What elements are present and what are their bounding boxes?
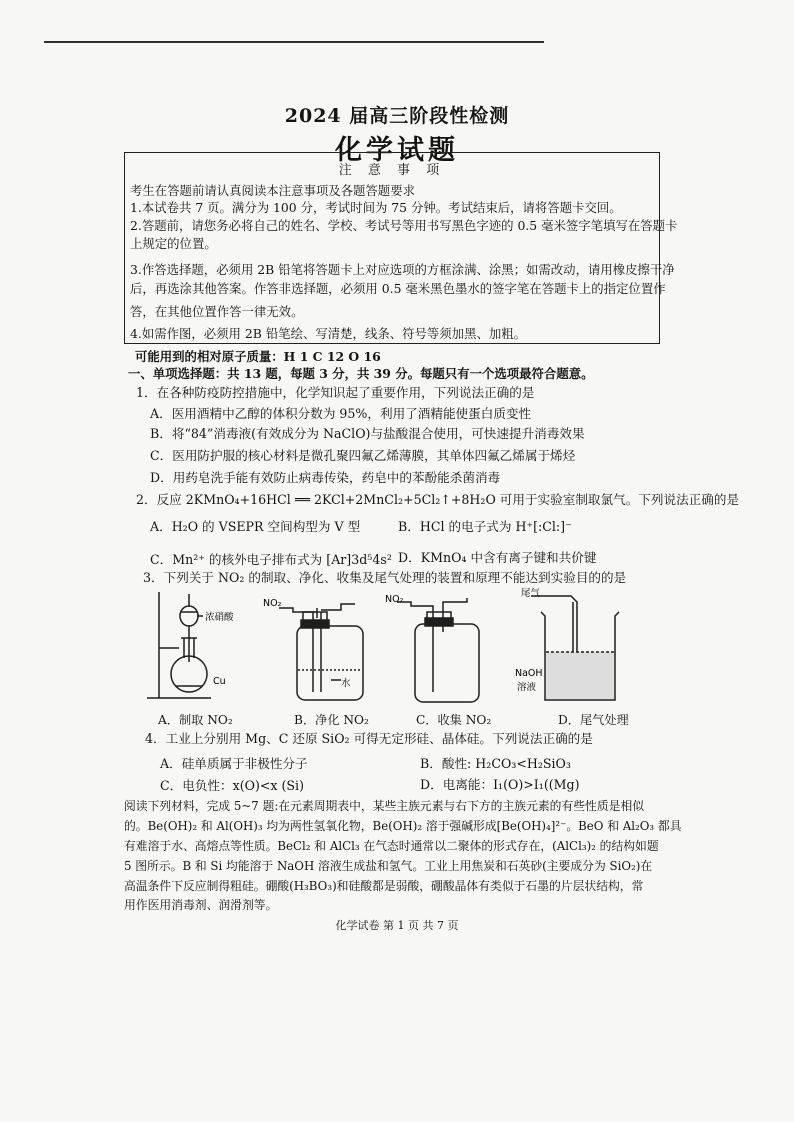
apparatus-d xyxy=(531,596,619,700)
q2-option-c: C．Mn²⁺ 的核外电子排布式为 [Ar]3d⁵4s² xyxy=(150,552,392,567)
notice-title: 注 意 事 项 xyxy=(338,163,446,178)
q1-option-c: C．医用防护服的核心材料是微孔聚四氟乙烯薄膜，其单体四氟乙烯属于烯烃 xyxy=(150,448,576,463)
page-footer: 化学试卷 第 1 页 共 7 页 xyxy=(335,919,459,932)
q4-option-a: A．硅单质属于非极性分子 xyxy=(160,756,308,771)
notice-item: 后，再选涂其他答案。作答非选择题，必须用 0.5 毫米黑色墨水的签字笔在答题卡上的指定位置作 xyxy=(130,281,666,296)
label-no2-b: NO₂ xyxy=(263,598,282,609)
section-heading: 一、单项选择题：共 13 题，每题 3 分，共 39 分。每题只有一个选项最符合题意。 xyxy=(128,366,594,381)
caption-d: D．尾气处理 xyxy=(558,713,629,727)
q4-option-c: C．电负性：x(O)<x (Si) xyxy=(160,778,304,793)
notice-item: 2.答题前，请您务必将自己的姓名、学校、考试号等用书写黑色字迹的 0.5 毫米签字笔填写在答题卡 xyxy=(130,218,678,233)
label-water: 水 xyxy=(341,678,351,689)
q1-option-b: B．将“84”消毒液(有效成分为 NaClO)与盐酸混合使用，可快速提升消毒效果 xyxy=(150,426,585,441)
q1-option-a: A．医用酒精中乙醇的体积分数为 95%，利用了酒精能使蛋白质变性 xyxy=(150,406,532,421)
q4-option-b: B．酸性: H₂CO₃<H₂SiO₃ xyxy=(420,756,571,771)
apparatus-figure xyxy=(145,588,665,706)
label-conc-acid: 浓硝酸 xyxy=(205,612,234,623)
label-naoh: NaOH xyxy=(515,668,543,679)
q2-stem: 2．反应 2KMnO₄+16HCl ══ 2KCl+2MnCl₂+5Cl₂↑+8H₂O 可用于实验室制取氯气。下列说法正确的是 xyxy=(136,492,740,507)
q1-stem: 1．在各种防疫防控措施中，化学知识起了重要作用，下列说法正确的是 xyxy=(136,385,535,400)
notice-item: 3.作答选择题，必须用 2B 铅笔将答题卡上对应选项的方框涂满、涂黑；如需改动，请用橡皮擦干净 xyxy=(130,262,675,277)
notice-intro: 考生在答题前请认真阅读本注意事项及各题答题要求 xyxy=(130,183,415,198)
q2-option-b: B．HCl 的电子式为 H⁺[:Cl:]⁻ xyxy=(398,519,572,534)
label-tail-gas: 尾气 xyxy=(521,588,541,599)
label-no2-c: NO₂ xyxy=(385,594,404,605)
notice-item: 答，在其他位置作答一律无效。 xyxy=(130,304,304,319)
atomic-masses: 可能用到的相对原子质量：H 1 C 12 O 16 xyxy=(135,349,381,364)
notice-item: 1.本试卷共 7 页。满分为 100 分，考试时间为 75 分钟。考试结束后，请将答题卡交回。 xyxy=(130,200,622,215)
caption-c: C．收集 NO₂ xyxy=(416,713,492,727)
exam-title: 2024 届高三阶段性检测 xyxy=(284,105,510,127)
reading-line: 有难溶于水、高熔点等性质。BeCl₂ 和 AlCl₃ 在气态时通常以二聚体的形式存在，(AlCl₃)₂ 的结构如题 xyxy=(124,839,659,853)
q3-stem: 3．下列关于 NO₂ 的制取、净化、收集及尾气处理的装置和原理不能达到实验目的的是 xyxy=(143,570,627,585)
reading-line: 5 图所示。B 和 Si 均能溶于 NaOH 溶液生成盐和氢气。工业上用焦炭和石英砂(主要成分为 SiO₂)在 xyxy=(124,859,653,873)
apparatus-a xyxy=(147,592,211,698)
q2-option-a: A．H₂O 的 VSEPR 空间构型为 V 型 xyxy=(150,519,361,534)
label-solution: 溶液 xyxy=(517,682,537,693)
reading-line: 高温条件下反应制得粗硅。硼酸(H₃BO₃)和硅酸都是弱酸，硼酸晶体有类似于石墨的片层状结构，常 xyxy=(124,879,644,893)
label-cu: Cu xyxy=(213,676,226,687)
q4-stem: 4．工业上分别用 Mg、C 还原 SiO₂ 可得无定形硅、晶体硅。下列说法正确的是 xyxy=(145,731,593,746)
q1-option-d: D．用药皂洗手能有效防止病毒传染，药皂中的苯酚能杀菌消毒 xyxy=(150,470,501,485)
notice-item: 4.如需作图，必须用 2B 铅笔绘、写清楚，线条、符号等须加黑、加粗。 xyxy=(130,326,527,341)
q4-option-d: D．电离能：I₁(O)>I₁((Mg) xyxy=(420,777,580,792)
apparatus-c xyxy=(397,598,479,702)
notice-item: 上规定的位置。 xyxy=(130,236,217,251)
reading-line: 的。Be(OH)₂ 和 Al(OH)₃ 均为两性氢氧化物，Be(OH)₂ 溶于强碱形成[Be(OH)₄]²⁻。BeO 和 Al₂O₃ 都具 xyxy=(124,819,682,833)
reading-line: 阅读下列材料，完成 5~7 题:在元素周期表中，某些主族元素与右下方的主族元素的有些性质是相似 xyxy=(124,799,645,813)
subject-title: 化学试题 xyxy=(335,135,459,166)
caption-b: B．净化 NO₂ xyxy=(294,713,369,727)
caption-a: A．制取 NO₂ xyxy=(158,713,233,727)
q2-option-d: D．KMnO₄ 中含有离子键和共价键 xyxy=(398,550,597,565)
reading-line: 用作医用消毒剂、润滑剂等。 xyxy=(124,898,278,912)
top-rule xyxy=(44,41,544,43)
